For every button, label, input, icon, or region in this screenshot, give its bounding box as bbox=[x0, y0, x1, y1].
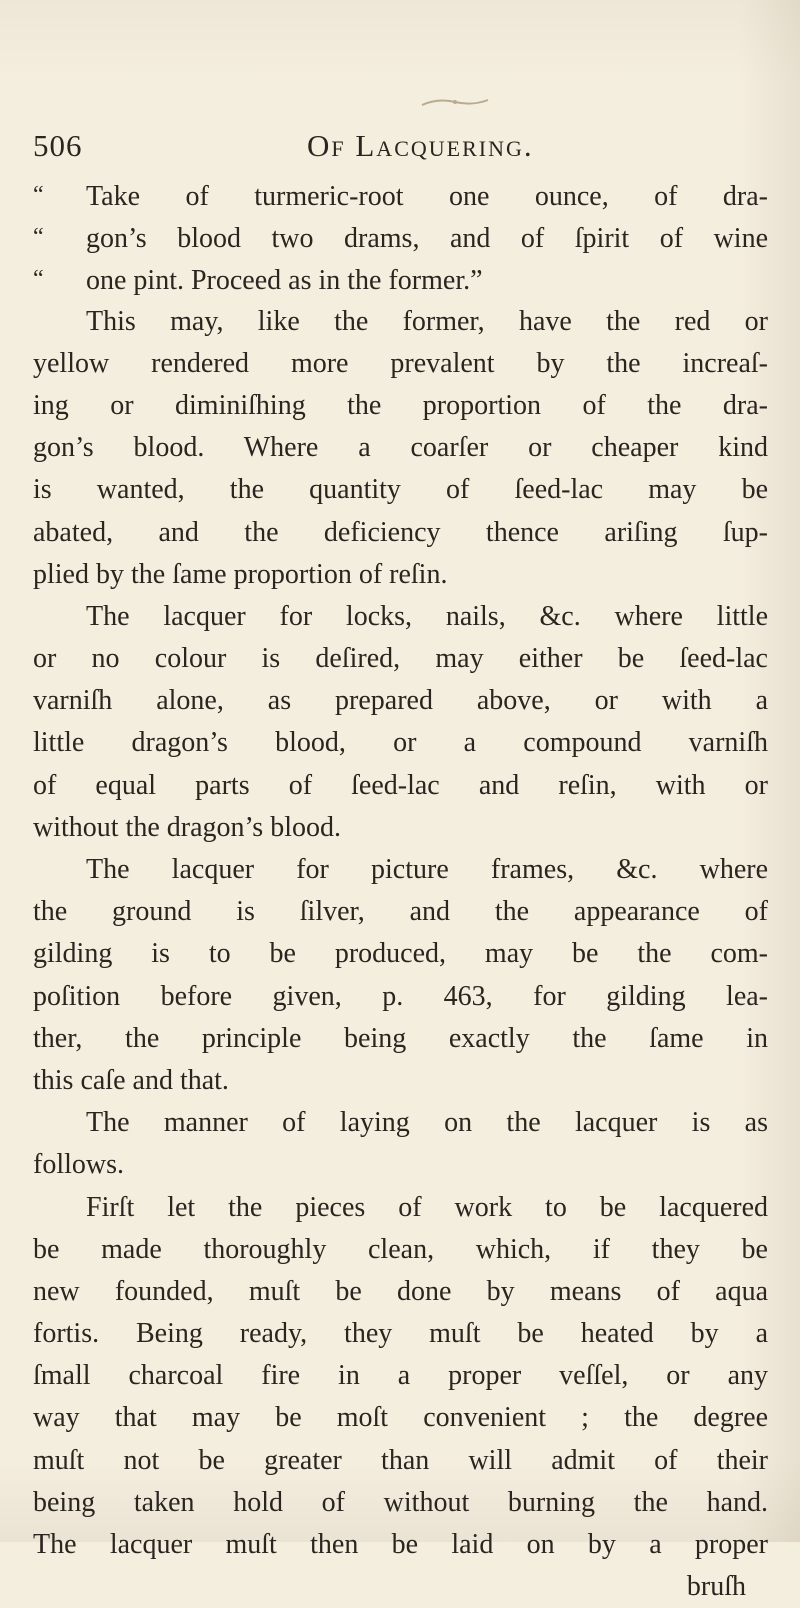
text-line bbox=[33, 258, 768, 300]
text-line: poſition before given, p. 463, for gilding lea- bbox=[33, 980, 768, 1012]
printer-ornament bbox=[418, 96, 492, 110]
text-line: without the dragon’s blood. bbox=[33, 811, 341, 843]
text-line: abated, and the deficiency thence ariſing ſup- bbox=[33, 516, 768, 548]
line-text: Take of turmeric-root one ounce, of dra- bbox=[86, 181, 768, 212]
body-text bbox=[33, 174, 768, 1608]
text-line bbox=[33, 174, 768, 216]
text-line: or no colour is deſired, may either be ſeed-lac bbox=[33, 643, 768, 675]
text-line: ther, the principle being exactly the ſame in bbox=[33, 1022, 768, 1054]
line-text: gon’s blood two drams, and of ſpirit of wine bbox=[86, 223, 768, 255]
text-line: being taken hold of without burning the hand. bbox=[33, 1486, 768, 1518]
running-header bbox=[33, 128, 733, 172]
text-line: The manner of laying on the lacquer is as bbox=[86, 1107, 768, 1139]
text-line: little dragon’s blood, or a compound varniſh bbox=[33, 727, 768, 759]
text-line: is wanted, the quantity of ſeed-lac may be bbox=[33, 474, 768, 506]
text-line bbox=[33, 216, 768, 258]
text-line: of equal parts of ſeed-lac and reſin, with or bbox=[33, 769, 768, 801]
running-title: Of Lacquering. bbox=[307, 128, 534, 163]
text-line: The lacquer muſt then be laid on by a proper bbox=[33, 1529, 768, 1560]
text-line: new founded, muſt be done by means of aqua bbox=[33, 1275, 768, 1307]
line-text: one pint. Proceed as in the former.” bbox=[86, 265, 483, 297]
text-line: ſmall charcoal fire in a proper veſſel, or any bbox=[33, 1360, 768, 1392]
text-line: This may, like the former, have the red or bbox=[86, 305, 768, 337]
text-line: Firſt let the pieces of work to be lacquered bbox=[86, 1191, 768, 1223]
page-number: 506 bbox=[33, 128, 83, 163]
text-line: The lacquer for locks, nails, &c. where little bbox=[86, 600, 768, 632]
text-line: muſt not be greater than will admit of their bbox=[33, 1444, 768, 1476]
text-line: gilding is to be produced, may be the com- bbox=[33, 938, 768, 970]
quote-mark: “ bbox=[33, 266, 44, 293]
text-line: ing or diminiſhing the proportion of the dra- bbox=[33, 389, 768, 421]
text-line: the ground is ſilver, and the appearance of bbox=[33, 896, 768, 928]
quote-mark: “ bbox=[33, 224, 44, 251]
text-line: this caſe and that. bbox=[33, 1064, 229, 1096]
text-line: be made thoroughly clean, which, if they be bbox=[33, 1233, 768, 1265]
text-line: gon’s blood. Where a coarſer or cheaper kind bbox=[33, 432, 768, 464]
text-line: way that may be moſt convenient ; the degree bbox=[33, 1402, 768, 1434]
text-line: follows. bbox=[33, 1149, 124, 1181]
text-line: varniſh alone, as prepared above, or with a bbox=[33, 685, 768, 717]
text-line: plied by the ſame proportion of reſin. bbox=[33, 558, 448, 590]
catchword: bruſh bbox=[686, 1571, 746, 1603]
quote-mark: “ bbox=[33, 182, 44, 208]
text-line: fortis. Being ready, they muſt be heated by a bbox=[33, 1318, 768, 1350]
text-line: The lacquer for picture frames, &c. where bbox=[86, 854, 768, 885]
text-line: yellow rendered more prevalent by the increaſ- bbox=[33, 347, 768, 379]
